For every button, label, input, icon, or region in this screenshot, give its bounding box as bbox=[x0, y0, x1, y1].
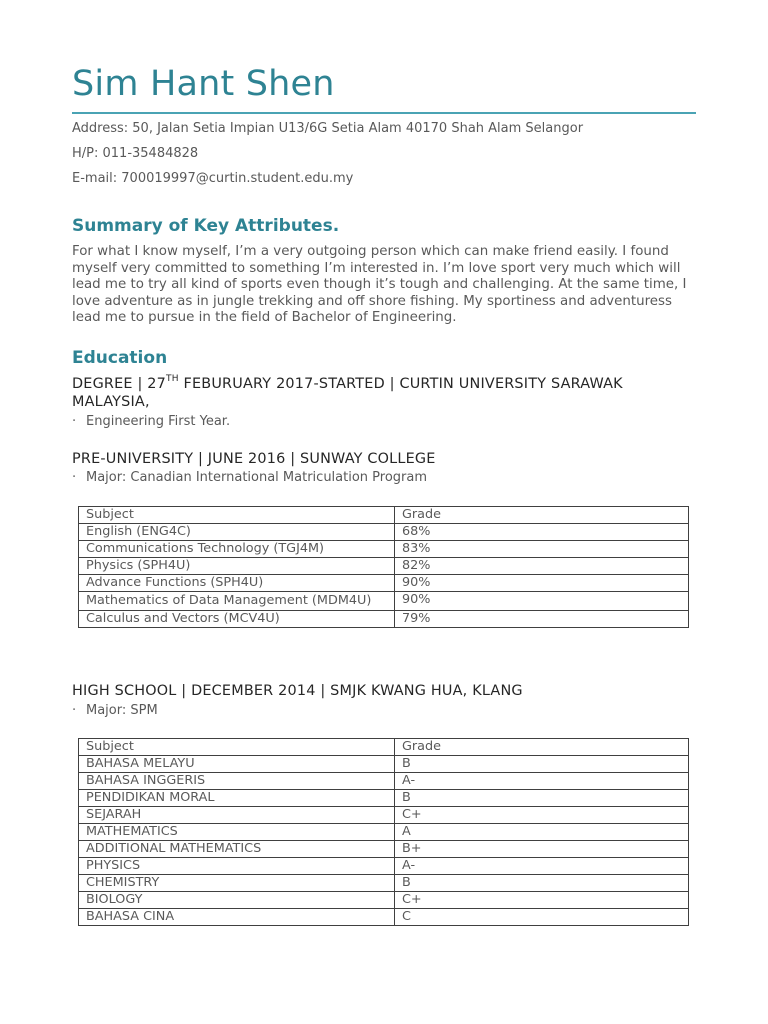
subject-cell: English (ENG4C) bbox=[79, 524, 395, 541]
phone-line: H/P: 011-35484828 bbox=[72, 146, 199, 161]
grade-cell: 82% bbox=[395, 558, 689, 575]
pre-university-grades-table bbox=[78, 506, 689, 628]
table-row bbox=[79, 611, 689, 628]
subject-cell: Mathematics of Data Management (MDM4U) bbox=[79, 592, 395, 611]
subject-cell: MATHEMATICS bbox=[79, 824, 395, 841]
subject-cell: PHYSICS bbox=[79, 858, 395, 875]
subject-cell: BAHASA MELAYU bbox=[79, 756, 395, 773]
subject-cell: PENDIDIKAN MORAL bbox=[79, 790, 395, 807]
table-header-grade: Grade bbox=[395, 739, 689, 756]
table-row bbox=[79, 858, 689, 875]
grade-cell: 68% bbox=[395, 524, 689, 541]
table-row bbox=[79, 592, 689, 611]
pre-university-bullet bbox=[72, 470, 427, 485]
table-header-row bbox=[79, 739, 689, 756]
subject-cell: BIOLOGY bbox=[79, 892, 395, 909]
subject-cell: BAHASA INGGERIS bbox=[79, 773, 395, 790]
table-row bbox=[79, 892, 689, 909]
resume-name: Sim Hant Shen bbox=[72, 64, 335, 104]
high-school-heading: HIGH SCHOOL | DECEMBER 2014 | SMJK KWANG HUA, KLANG bbox=[72, 683, 523, 699]
grade-cell: 83% bbox=[395, 541, 689, 558]
table-row bbox=[79, 841, 689, 858]
table-header-row bbox=[79, 507, 689, 524]
name-divider bbox=[72, 112, 696, 114]
table-header-subject: Subject bbox=[79, 507, 395, 524]
degree-heading-sup: TH bbox=[166, 374, 179, 385]
table-row bbox=[79, 790, 689, 807]
grade-cell: C+ bbox=[395, 807, 689, 824]
subject-cell: CHEMISTRY bbox=[79, 875, 395, 892]
grade-cell: 90% bbox=[395, 592, 689, 611]
table-row bbox=[79, 824, 689, 841]
bullet-dot: · bbox=[72, 703, 77, 718]
grade-cell: A- bbox=[395, 858, 689, 875]
summary-heading: Summary of Key Attributes. bbox=[72, 216, 340, 236]
table-row bbox=[79, 575, 689, 592]
table-row bbox=[79, 909, 689, 926]
table-row bbox=[79, 541, 689, 558]
high-school-bullet-text: Major: SPM bbox=[86, 703, 158, 718]
pre-university-bullet-text: Major: Canadian International Matriculation Program bbox=[86, 470, 428, 485]
grade-cell: 79% bbox=[395, 611, 689, 628]
table-row bbox=[79, 756, 689, 773]
subject-cell: ADDITIONAL MATHEMATICS bbox=[79, 841, 395, 858]
bullet-dot: · bbox=[72, 414, 77, 429]
grade-cell: 90% bbox=[395, 575, 689, 592]
subject-cell: SEJARAH bbox=[79, 807, 395, 824]
summary-text: For what I know myself, I’m a very outgoing person which can make friend easily. I found myself very committed to something I’m interested in. I’m love sport very much which will lead me to try all kind of sports even though it’s tough and challenging. At the same time, I love adventure as in jungle trekking and off shore fishing. My sportiness and adventuress lead me to pursue in the field of Bachelor of Engineering. bbox=[72, 244, 687, 326]
table-row bbox=[79, 875, 689, 892]
education-heading: Education bbox=[72, 348, 168, 368]
subject-cell: Advance Functions (SPH4U) bbox=[79, 575, 395, 592]
degree-heading-suffix: FEBURUARY 2017-STARTED | CURTIN UNIVERSITY SARAWAK MALAYSIA, bbox=[72, 376, 623, 410]
grade-cell: B bbox=[395, 756, 689, 773]
table-row bbox=[79, 807, 689, 824]
address-line: Address: 50, Jalan Setia Impian U13/6G Setia Alam 40170 Shah Alam Selangor bbox=[72, 121, 584, 136]
grade-cell: C bbox=[395, 909, 689, 926]
subject-cell: BAHASA CINA bbox=[79, 909, 395, 926]
subject-cell: Communications Technology (TGJ4M) bbox=[79, 541, 395, 558]
table-row bbox=[79, 558, 689, 575]
grade-cell: B+ bbox=[395, 841, 689, 858]
email-line: E-mail: 700019997@curtin.student.edu.my bbox=[72, 171, 354, 186]
bullet-dot: · bbox=[72, 470, 77, 485]
table-row bbox=[79, 524, 689, 541]
table-header-grade: Grade bbox=[395, 507, 689, 524]
subject-cell: Physics (SPH4U) bbox=[79, 558, 395, 575]
high-school-bullet bbox=[72, 703, 158, 718]
grade-cell: C+ bbox=[395, 892, 689, 909]
subject-cell: Calculus and Vectors (MCV4U) bbox=[79, 611, 395, 628]
high-school-grades-table bbox=[78, 738, 689, 926]
pre-university-heading: PRE-UNIVERSITY | JUNE 2016 | SUNWAY COLLEGE bbox=[72, 451, 436, 467]
grade-cell: B bbox=[395, 790, 689, 807]
degree-heading-prefix: DEGREE | 27 bbox=[72, 376, 167, 392]
degree-bullet-text: Engineering First Year. bbox=[86, 414, 231, 429]
grade-cell: A bbox=[395, 824, 689, 841]
grade-cell: B bbox=[395, 875, 689, 892]
table-row bbox=[79, 773, 689, 790]
table-header-subject: Subject bbox=[79, 739, 395, 756]
degree-bullet bbox=[72, 414, 230, 429]
degree-heading bbox=[72, 375, 692, 411]
grade-cell: A- bbox=[395, 773, 689, 790]
